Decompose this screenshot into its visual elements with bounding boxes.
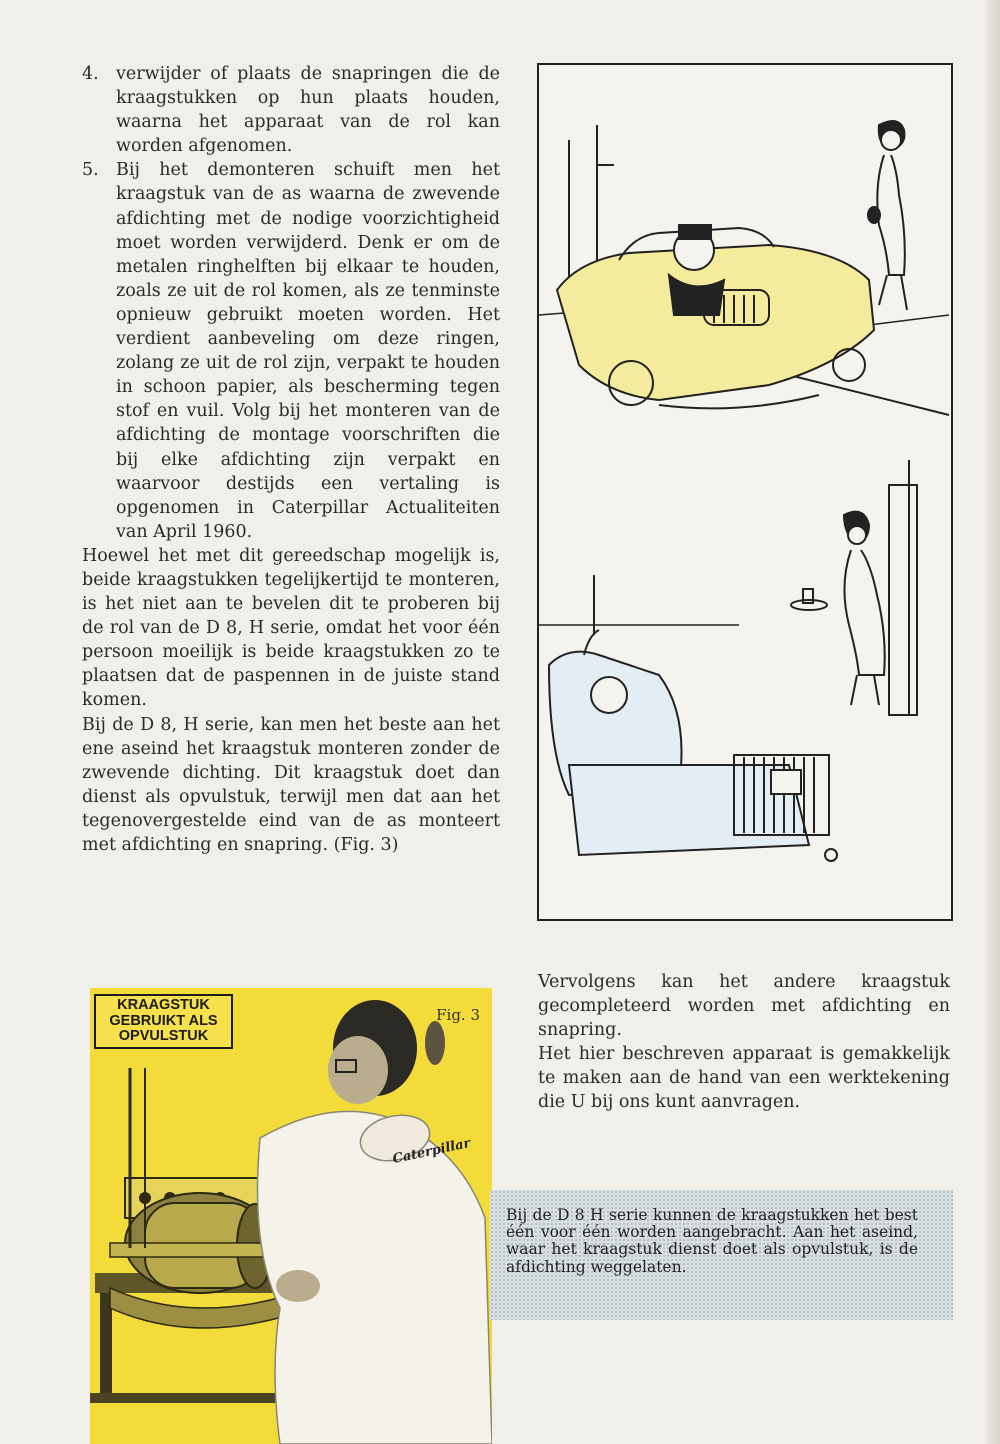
right-column-text [538, 970, 950, 1115]
paragraph: Hoewel het met dit gereedschap mogelijk is, beide kraagstukken tegelijkertijd te monteren, is het niet aan te bevelen dit te proberen bij de rol van de D 8, H serie, omdat het voor één persoon moeilijk is beide kraagstukken zo te plaatsen dat de paspennen in de juiste stand komen. [82, 545, 500, 711]
figure-number: Fig. 3 [436, 1006, 480, 1024]
cartoon-drawing [539, 65, 951, 919]
nurse [791, 512, 885, 705]
paragraph: Bij de D 8, H serie, kan men het beste aan het ene aseind het kraagstuk monteren zonder de zwevende dichting. Dit kraagstuk doet dan dienst als opvulstuk, terwijl men dat aan het tegenovergestelde eind van de as monteert met afdichting en snapring. (Fig. 3) [82, 714, 500, 855]
caption-text: Bij de D 8 H serie kunnen de kraagstukken het best één voor één worden aangebracht. Aan het aseind, waar het kraagstuk dienst doet als opvulstuk, is de afdichting weggelaten. [506, 1206, 918, 1276]
figure-3-photo [90, 988, 492, 1444]
list-item-4 [82, 62, 500, 158]
list-text: Bij het demonteren schuift men het kraagstuk van de as waarna de zwevende afdichting met de nodige voorzichtigheid moet worden verwijderd. Denk er om de metalen ringhelften bij elkaar te houden, zoals ze uit de rol komen, als ze tenminste opnieuw gebruikt moeten worden. Het verdient aanbeveling om deze ringen, zolang ze uit de rol zijn, verpakt te houden in schoon papier, als bescherming tegen stof en vuil. Volg bij het monteren van de afdichting de montage voorschriften die bij elke afdichting zijn verpakt en waarvoor destijds een vertaling is opgenomen in Caterpillar Actualiteiten van April 1960. [116, 160, 500, 542]
cartoon-illustration [537, 63, 953, 921]
list-item-5 [82, 158, 500, 544]
list-number: 4. [82, 64, 99, 84]
photo-drawing [90, 988, 492, 1444]
car-scene [539, 125, 949, 415]
label-line: KRAAGSTUK [117, 997, 210, 1013]
figure-caption [490, 1190, 953, 1320]
paragraph: Vervolgens kan het andere kraagstuk gecompleteerd worden met afdichting en snapring. [538, 972, 950, 1041]
caterpillar-logo: Caterpillar [391, 1135, 472, 1168]
label-line: GEBRUIKT ALS [109, 1012, 218, 1029]
walking-woman [868, 121, 907, 310]
list-text: verwijder of plaats de snapringen die de kraagstukken op hun plaats houden, waarna het apparaat van de rol kan worden afgenomen. [116, 64, 500, 157]
page-edge [986, 0, 1000, 1444]
label-line: OPVULSTUK [118, 1028, 209, 1044]
left-column [82, 62, 500, 857]
paragraph: Het hier beschreven apparaat is gemakkelijk te maken aan de hand van een werktekening die U bij ons kunt aanvragen. [538, 1044, 950, 1113]
figure-label-box [94, 994, 233, 1049]
list-number: 5. [82, 160, 99, 181]
